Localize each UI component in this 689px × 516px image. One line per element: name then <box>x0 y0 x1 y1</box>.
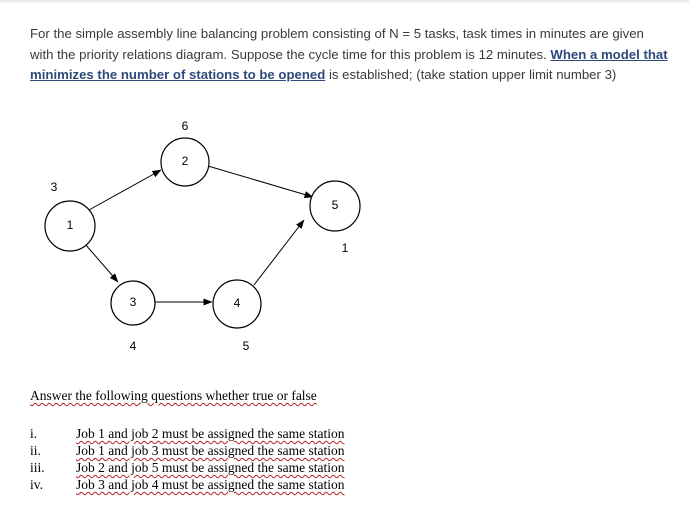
node-1-label: 1 <box>66 218 74 233</box>
node-5-time: 1 <box>341 241 349 256</box>
node-4-time: 5 <box>242 339 250 354</box>
question-number: iv. <box>30 477 43 492</box>
question-item <box>30 476 344 493</box>
question-item <box>30 425 344 442</box>
problem-text-part1: For the simple assembly line balancing problem consisting of N = 5 tasks, task times in minutes are given with the priority relations diagram. Suppose the cycle time for this problem is 12 minutes. <box>30 26 644 62</box>
edge-1-2 <box>89 170 161 210</box>
question-item <box>30 442 344 459</box>
question-text: Job 1 and job 3 must be assigned the same station <box>76 443 345 458</box>
node-3-label: 3 <box>129 295 137 310</box>
edge-1-3 <box>85 244 118 282</box>
problem-emphasis: When a model that minimizes the number of stations to be opened <box>30 46 668 82</box>
node-2-label: 2 <box>181 154 189 169</box>
questions-list <box>30 425 344 493</box>
question-item <box>30 459 344 476</box>
question-number: iii. <box>30 460 45 475</box>
questions-heading: Answer the following questions whether true or false <box>30 388 317 403</box>
problem-text-part2: is established; (take station upper limit number 3) <box>325 67 617 82</box>
node-5-label: 5 <box>331 198 339 213</box>
node-4-label: 4 <box>233 296 241 311</box>
edge-2-5 <box>208 166 313 197</box>
edge-4-5 <box>254 220 304 285</box>
question-number: i. <box>30 426 38 441</box>
question-text: Job 3 and job 4 must be assigned the same station <box>76 477 345 492</box>
question-number: ii. <box>30 443 41 458</box>
node-2-time: 6 <box>181 119 189 134</box>
question-text: Job 1 and job 2 must be assigned the same station <box>76 426 345 441</box>
question-text: Job 2 and job 5 must be assigned the same station <box>76 460 345 475</box>
node-3-time: 4 <box>129 339 137 354</box>
node-1-time: 3 <box>50 180 58 195</box>
